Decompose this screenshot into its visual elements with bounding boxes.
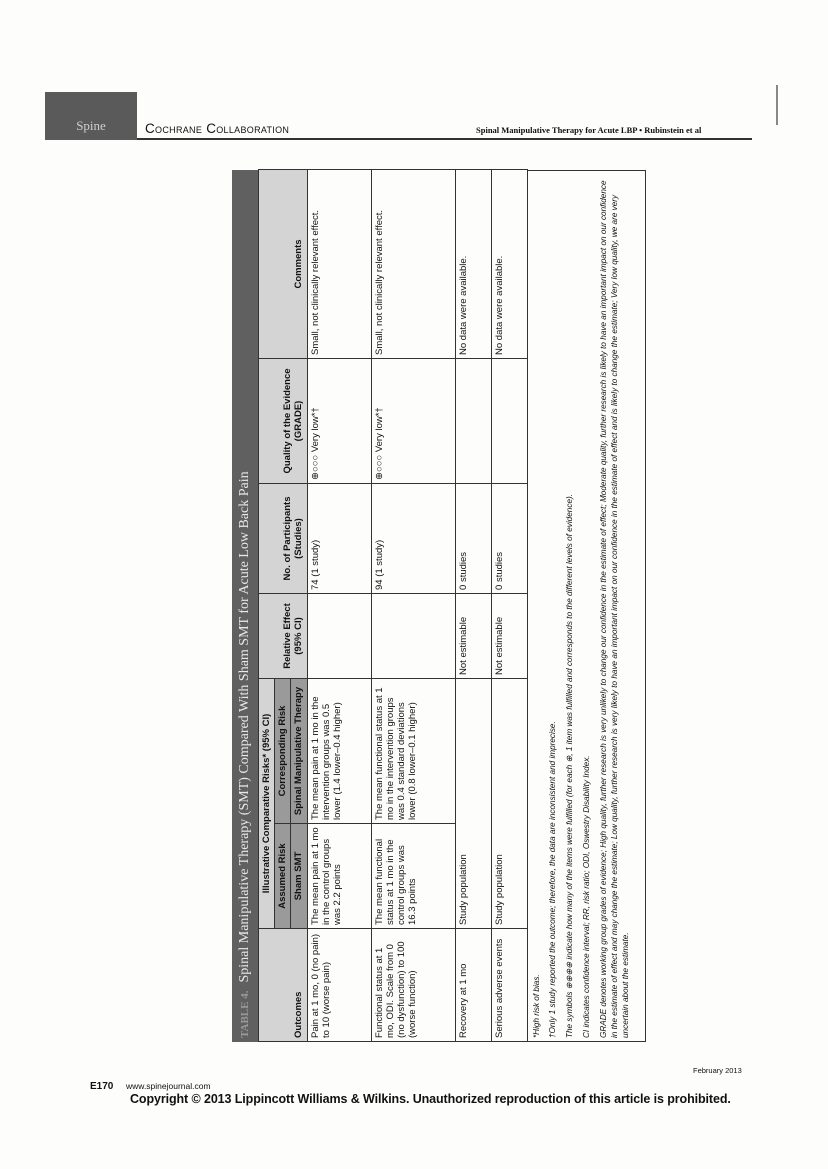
cell-outcome: Recovery at 1 mo	[455, 929, 491, 1042]
cell-quality	[491, 358, 527, 483]
rotated-table	[232, 170, 782, 1042]
cell-outcome: Functional status at 1 mo, ODI. Scale from 0 (no dysfunction) to 100 (worse function)	[371, 929, 455, 1042]
page-number: E170	[90, 1081, 114, 1092]
col-participants: No. of Participants (Studies)	[259, 483, 308, 593]
header-rule	[137, 138, 752, 140]
cell-participants: 0 studies	[491, 483, 527, 593]
journal-logo-text: Spine	[76, 118, 106, 133]
cell-relative: Not estimable	[491, 593, 527, 678]
cell-relative: Not estimable	[455, 593, 491, 678]
table-row	[307, 169, 371, 1041]
section-title: Cochrane Collaboration	[145, 121, 290, 136]
issue-date: February 2013	[693, 1066, 742, 1075]
cell-participants: 74 (1 study)	[307, 483, 371, 593]
table-row	[491, 169, 527, 1041]
note-grade: GRADE denotes working group grades of evidence; High quality, further research is very unlikely to change our confidence in the estimate of effect; Moderate quality, further research is likely to have an important impact on our confidence in the estimate of effect and may change the estimate; Low quality, further research is very likely to have an important impact on our confidence in the estimate of effect and is likely to change the estimate; Very low quality, we are very uncertain about the estimate.	[598, 180, 630, 1038]
cell-quality: ⊕○○○ Very low*†	[371, 358, 455, 483]
cell-corresponding: The mean pain at 1 mo in the intervention groups was 0.5 lower (1.4 lower–0.4 higher)	[307, 678, 371, 823]
cell-corresponding: The mean functional status at 1 mo in the intervention groups was 0.4 standard deviations lower (0.8 lower–0.1 higher)	[371, 678, 455, 823]
col-assumed-risk: Assumed Risk	[275, 824, 291, 929]
note-symbols: The symbols ⊕⊕⊕⊕ indicate how many of the items were fulfilled (for each ⊕, 1 item was fulfilled and corresponds to the different levels of evidence).	[565, 494, 575, 1038]
table-title-bar	[232, 170, 258, 1042]
running-title: Spinal Manipulative Therapy for Acute LBP • Rubinstein et al	[476, 125, 702, 135]
cell-comments: Small, not clinically relevant effect.	[307, 169, 371, 358]
col-corresponding-risk: Corresponding Risk	[275, 678, 291, 823]
cell-quality	[455, 358, 491, 483]
journal-website: www.spinejournal.com	[126, 1081, 211, 1091]
note-high-risk: *High risk of bias.	[531, 974, 541, 1038]
col-sham-smt: Sham SMT	[291, 824, 307, 929]
cell-outcome: Serious adverse events	[491, 929, 527, 1042]
cell-assumed: The mean functional status at 1 mo in the control groups was 16.3 points	[371, 824, 455, 929]
table-row	[455, 169, 491, 1041]
cell-outcome: Pain at 1 mo, 0 (no pain) to 10 (worse pain)	[307, 929, 371, 1042]
cell-relative	[307, 593, 371, 678]
col-comments: Comments	[259, 169, 308, 358]
cell-comments: No data were available.	[491, 169, 527, 358]
evidence-table	[258, 169, 528, 1042]
cell-participants: 94 (1 study)	[371, 483, 455, 593]
table-row	[371, 169, 455, 1041]
cell-quality: ⊕○○○ Very low*†	[307, 358, 371, 483]
cell-participants: 0 studies	[455, 483, 491, 593]
cell-comments: Small, not clinically relevant effect.	[371, 169, 455, 358]
cell-assumed: The mean pain at 1 mo in the control groups was 2.2 points	[307, 824, 371, 929]
copyright-notice: Copyright © 2013 Lippincott Williams & Wilkins. Unauthorized reproduction of this article is prohibited.	[130, 1092, 731, 1106]
cell-assumed: Study population	[491, 678, 527, 928]
table-notes-frame	[528, 170, 646, 1042]
table-title: Spinal Manipulative Therapy (SMT) Compared With Sham SMT for Acute Low Back Pain	[236, 471, 252, 983]
col-quality: Quality of the Evidence (GRADE)	[259, 358, 308, 483]
header-row-1	[259, 169, 275, 1041]
table-notes	[528, 171, 632, 1041]
cell-assumed: Study population	[455, 678, 491, 928]
col-smt: Spinal Manipulative Therapy	[291, 678, 307, 823]
margin-mark	[776, 85, 778, 125]
note-one-study: †Only 1 study reported the outcome; therefore, the data are inconsistent and imprecise.	[548, 721, 558, 1038]
journal-logo	[45, 92, 137, 140]
col-relative-effect: Relative Effect (95% CI)	[259, 593, 308, 678]
col-illustrative-risks: Illustrative Comparative Risks* (95% CI)	[259, 678, 275, 928]
cell-relative	[371, 593, 455, 678]
table-label: TABLE 4.	[238, 990, 251, 1038]
note-abbreviations: CI indicates confidence interval; RR, risk ratio; ODI, Oswestry Disability Index.	[582, 755, 592, 1038]
col-outcomes: Outcomes	[259, 929, 308, 1042]
cell-comments: No data were available.	[455, 169, 491, 358]
